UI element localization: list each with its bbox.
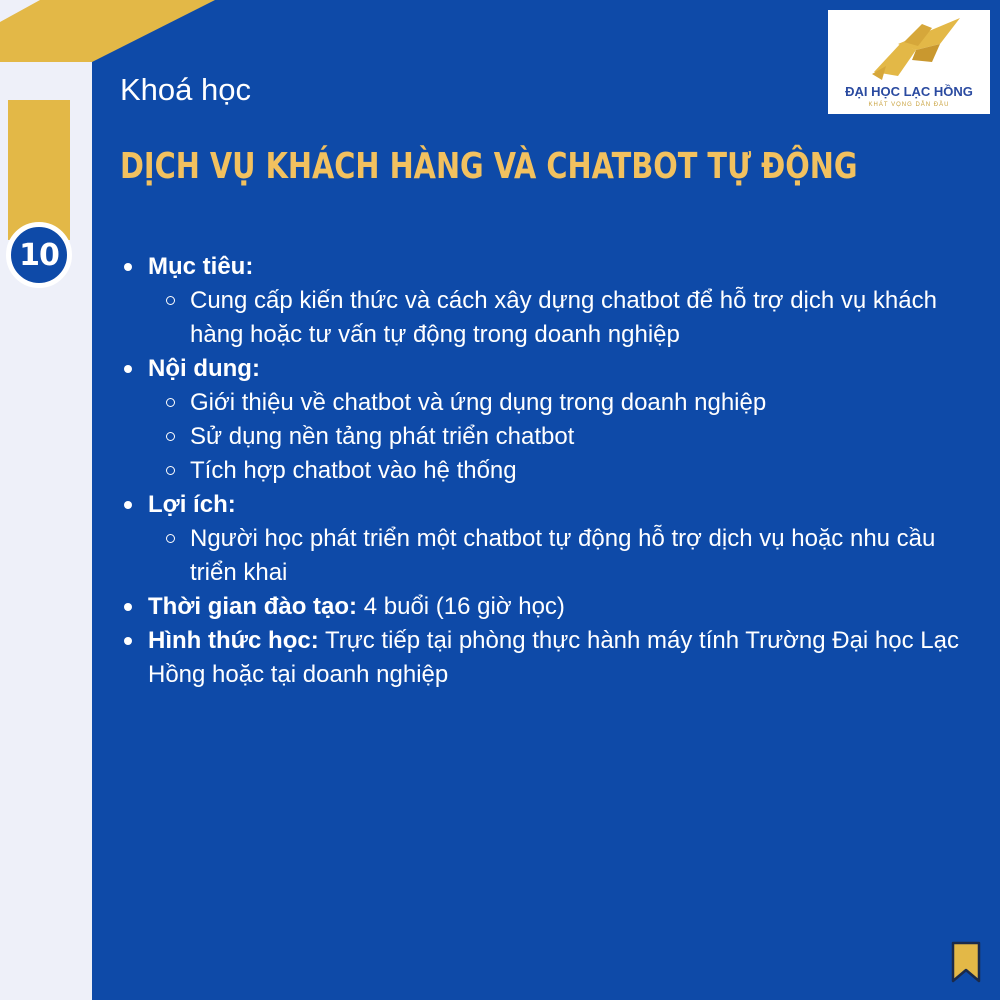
list-item-thoi-gian [120,590,960,624]
noi-dung-sublist-wrapper [120,386,960,488]
bookmark-icon [950,940,982,984]
list-item-loi-ich [120,488,960,522]
course-number-badge: 10 [6,222,72,288]
logo-tagline: KHÁT VỌNG DẪN ĐẦU [868,102,950,108]
muc-tieu-sublist [120,284,960,352]
university-logo [828,10,990,114]
muc-tieu-label: Mục tiêu: [148,253,254,280]
course-kicker: Khoá học [120,72,251,107]
list-item-muc-tieu [120,250,960,284]
list-item-hinh-thuc [120,624,960,692]
loi-ich-label: Lợi ích: [148,491,236,518]
page-title: DỊCH VỤ KHÁCH HÀNG VÀ CHATBOT TỰ ĐỘNG [120,146,858,187]
hinh-thuc-label: Hình thức học: [148,627,319,654]
noi-dung-sublist [120,386,960,488]
muc-tieu-sublist-wrapper [120,284,960,352]
sub-list-item: Cung cấp kiến thức và cách xây dựng chatbot để hỗ trợ dịch vụ khách hàng hoặc tư vấn tự động trong doanh nghiệp [120,284,960,352]
loi-ich-sublist-wrapper [120,522,960,590]
loi-ich-sublist [120,522,960,590]
thoi-gian-label: Thời gian đào tạo: [148,593,358,620]
hinh-thuc-value: Trực tiếp tại phòng thực hành máy tính Trường Đại học Lạc Hồng hoặc tại doanh nghiệp [148,627,959,688]
sub-list-item: Giới thiệu về chatbot và ứng dụng trong doanh nghiệp [120,386,960,420]
thoi-gian-value: 4 buổi (16 giờ học) [363,593,565,620]
sub-list-item: Tích hợp chatbot vào hệ thống [120,454,960,488]
course-details [120,250,960,692]
logo-university-name: ĐẠI HỌC LẠC HỒNG [845,84,973,99]
list-item-noi-dung [120,352,960,386]
flying-bird-icon [852,14,966,82]
sub-list-item: Sử dụng nền tảng phát triển chatbot [120,420,960,454]
sub-list-item: Người học phát triển một chatbot tự động hỗ trợ dịch vụ hoặc nhu cầu triển khai [120,522,960,590]
details-list [120,250,960,692]
noi-dung-label: Nội dung: [148,355,260,382]
gold-side-bar [8,100,70,240]
